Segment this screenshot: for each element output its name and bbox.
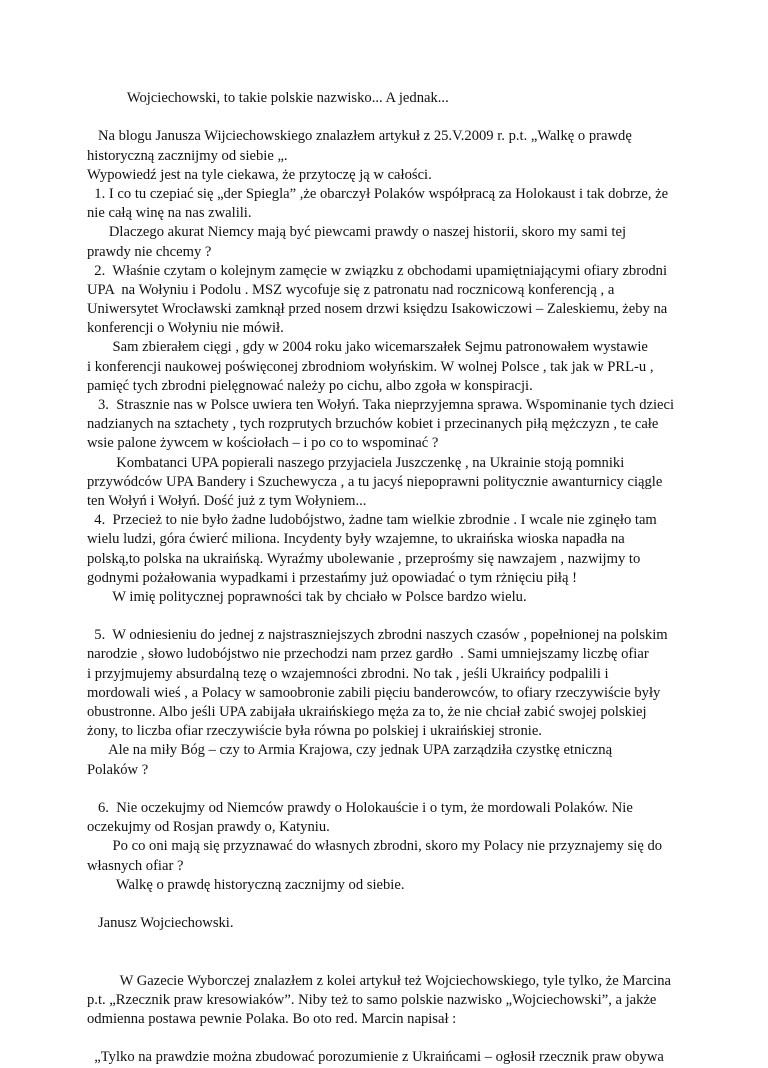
text-line: nadzianych na sztachety , tych rozprutych brzuchów kobiet i przecinanych piłą mężczyzn , te całe <box>87 416 659 433</box>
text-line: wsie palone żywcem w kościołach – i po co to wspominać ? <box>87 435 439 452</box>
text-line: „Tylko na prawdzie można zbudować porozumienie z Ukraińcami – ogłosił rzecznik praw obywa <box>87 1049 664 1066</box>
blank-line <box>87 895 709 914</box>
document-body <box>87 89 709 1068</box>
text-line: 1. I co tu czepiać się „der Spiegla” ,że obarczył Polaków współpracą za Holokaust i tak dobrze, że <box>87 185 669 202</box>
text-line: ten Wołyń i Wołyń. Dość już z tym Wołyniem... <box>87 492 367 509</box>
blank-line <box>87 933 709 952</box>
text-line: 4. Przecież to nie było żadne ludobójstwo, żadne tam wielkie zbrodnie . I wcale nie zginęło tam <box>87 512 657 529</box>
text-line: Ale na miły Bóg – czy to Armia Krajowa, czy jednak UPA zarządziła czystkę etniczną <box>87 742 613 759</box>
text-line: prawdy nie chcemy ? <box>87 243 212 260</box>
text-line: UPA na Wołyniu i Podolu . MSZ wycofuje się z patronatu nad rocznicową konferencją , a <box>87 281 615 298</box>
text-line: i konferencji naukowej poświęconej zbrodniom wołyńskim. W wolnej Polsce , tak jak w PRL-u , <box>87 358 654 375</box>
blank-line <box>87 607 709 626</box>
text-line: nie całą winę na nas zwalili. <box>87 205 252 222</box>
text-line: odmienna postawa pewnie Polaka. Bo oto red. Marcin napisał : <box>87 1011 457 1027</box>
text-line: Wypowiedź jest na tyle ciekawa, że przytoczę ją w całości. <box>87 166 432 183</box>
text-line: Wojciechowski, to takie polskie nazwisko... A jednak... <box>87 90 449 106</box>
text-line: 5. W odniesieniu do jednej z najstraszniejszych zbrodni naszych czasów , popełnionej na polskim <box>87 627 668 644</box>
text-line: 6. Nie oczekujmy od Niemców prawdy o Holokauście i o tym, że mordowali Polaków. Nie <box>87 799 633 816</box>
text-line: 2. Właśnie czytam o kolejnym zamęcie w związku z obchodami upamiętniającymi ofiary zbrodni <box>87 262 668 279</box>
text-line: przywódców UPA Bandery i Szuchewycza , a tu jacyś niepoprawni politycznie awanturnicy ciągle <box>87 473 663 490</box>
text-line: historyczną zacznijmy od siebie „. <box>87 147 288 164</box>
text-line: Na blogu Janusza Wijciechowskiego znalazłem artykuł z 25.V.2009 r. p.t. „Walkę o prawdę <box>87 128 632 145</box>
text-line: wielu ludzi, góra ćwierć miliona. Incydenty były wzajemne, to ukraińska wioska napadła na <box>87 531 625 548</box>
text-line: 3. Strasznie nas w Polsce uwiera ten Wołyń. Taka nieprzyjemna sprawa. Wspominanie tych dzieci <box>87 397 675 413</box>
text-line: oczekujmy od Rosjan prawdy o, Katyniu. <box>87 819 330 836</box>
text-line: Kombatanci UPA popierali naszego przyjaciela Juszczenkę , na Ukrainie stoją pomniki <box>87 454 625 471</box>
blank-line <box>87 780 709 799</box>
blank-line <box>87 952 709 971</box>
text-line: Walkę o prawdę historyczną zacznijmy od siebie. <box>87 876 405 893</box>
text-line: obustronne. Albo jeśli UPA zabijała ukraińskiego męża za to, że nie chciał zabić swojej polskiej <box>87 704 647 720</box>
text-line: Polaków ? <box>87 761 149 778</box>
text-line: W imię politycznej poprawności tak by chciało w Polsce bardzo wielu. <box>87 588 527 605</box>
text-line: żony, to liczba ofiar rzeczywiście była równa po polskiej i ukraińskiej stronie. <box>87 723 542 740</box>
text-line: narodzie , słowo ludobójstwo nie przechodzi nam przez gardło . Sami umniejszamy liczbę ofiar <box>87 646 649 663</box>
blank-line <box>87 108 709 127</box>
text-line: p.t. „Rzecznik praw kresowiaków”. Niby też to samo polskie nazwisko „Wojciechowski”, a jakże <box>87 991 657 1008</box>
text-line: W Gazecie Wyborczej znalazłem z kolei artykuł też Wojciechowskiego, tyle tylko, że Marcina <box>87 972 672 989</box>
text-line: pamięć tych zbrodni pielęgnować należy po cichu, albo zgoła w konspiracji. <box>87 377 533 394</box>
text-line: Dlaczego akurat Niemcy mają być piewcami prawdy o naszej historii, skoro my sami tej <box>87 224 626 241</box>
text-line: godnymi pożałowania wypadkami i przestańmy już opowiadać o tym rżnięciu piłą ! <box>87 569 577 586</box>
text-line: Po co oni mają się przyznawać do własnych zbrodni, skoro my Polacy nie przyznajemy się do <box>87 838 663 855</box>
text-line: mordowali wieś , a Polacy w samoobronie zabili pięciu banderowców, to ofiary rzeczywiście były <box>87 684 661 701</box>
text-line: własnych ofiar ? <box>87 857 184 874</box>
text-line: i przyjmujemy absurdalną tezę o wzajemności zbrodni. No tak , jeśli Ukraińcy podpalili i <box>87 665 609 682</box>
text-line: konferencji o Wołyniu nie mówił. <box>87 320 284 337</box>
text-line: Janusz Wojciechowski. <box>87 915 234 932</box>
blank-line <box>87 1029 709 1048</box>
text-line: Sam zbierałem cięgi , gdy w 2004 roku jako wicemarszałek Sejmu patronowałem wystawie <box>87 339 648 356</box>
text-line: Uniwersytet Wrocławski zamknął przed nosem drzwi księdzu Isakowiczowi – Zaleskiemu, żeby na <box>87 301 668 318</box>
text-line: polską,to polska na ukraińską. Wyraźmy ubolewanie , przeprośmy się nawzajem , nazwijmy to <box>87 550 641 567</box>
